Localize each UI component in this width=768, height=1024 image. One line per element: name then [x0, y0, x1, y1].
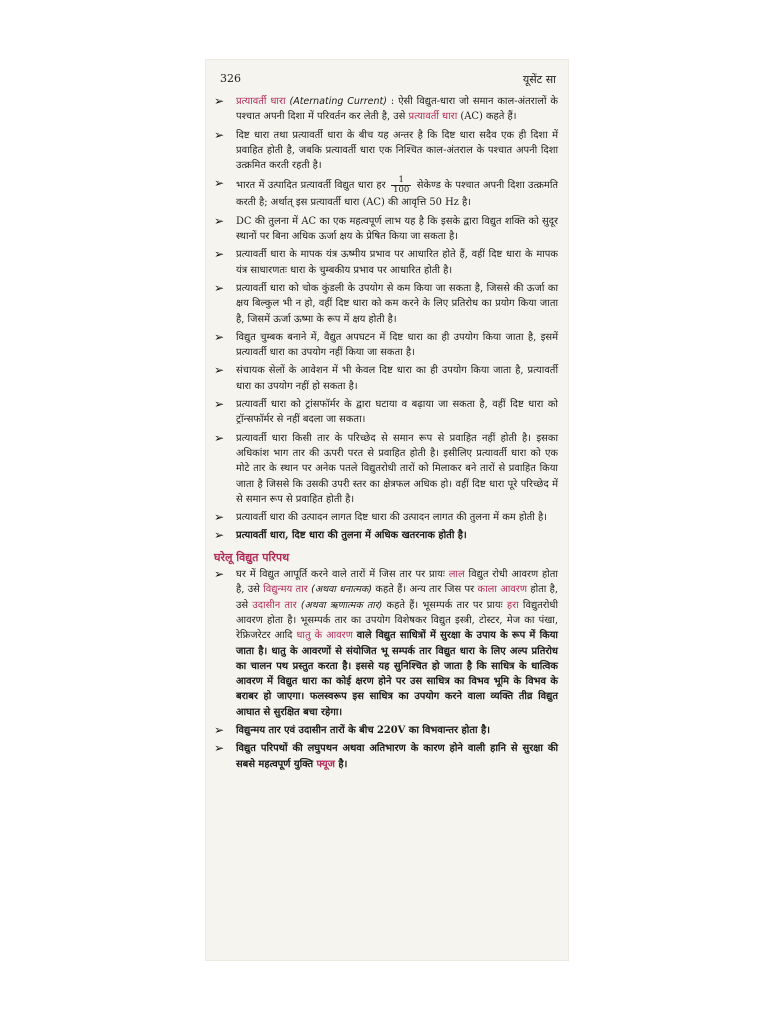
text-run: घर में विद्युत आपूर्ति करने वाले तारों में जिस तार पर प्रायः — [236, 569, 445, 581]
bullet-item — [214, 214, 558, 245]
text-run: (AC) कहते हैं। — [460, 111, 517, 123]
bullet-text: प्रत्यावर्ती धारा को चोक कुंडली के उपयोग से कम किया जा सकता है, जिससे की ऊर्जा का क्षय बिल्कुल भी न हो, वहीं दिष्ट धारा को कम करने के लिए प्रतिरोध का प्रयोग किया जाता है, जिसमें ऊर्जा ऊष्मा के रूप में क्षय होती है। — [236, 282, 558, 325]
text-run: कहते हैं। अन्य तार जिस पर — [375, 584, 475, 596]
bullet-arrow-icon: ➢ — [214, 176, 225, 191]
bullet-arrow-icon: ➢ — [214, 430, 225, 445]
bullet-item — [214, 281, 558, 327]
bullet-item — [214, 94, 558, 125]
page-content — [214, 94, 558, 775]
text-run: भारत में उत्पादित प्रत्यावर्ती विद्युत धारा हर — [236, 180, 386, 192]
fraction — [391, 176, 411, 195]
highlight-term: धातु के आवरण — [296, 630, 353, 642]
text-run: होता है, उसे — [236, 584, 559, 611]
bullet-text — [236, 741, 558, 772]
text-run: कहते हैं। भूसम्पर्क तार पर प्रायः — [386, 599, 503, 611]
bullet-item — [214, 741, 558, 772]
bullet-text: विद्युन्मय तार एवं उदासीन तारों के बीच 220V का विभवान्तर होता है। — [236, 724, 490, 736]
bullet-arrow-icon: ➢ — [214, 247, 225, 262]
text-run: वाले विद्युत साधित्रों में सुरक्षा के उपाय के रूप में किया जाता है। धातु के आवरणों से संयोजित भू सम्पर्क तार विद्युत धारा के लिए अल्प प्रतिरोध का चालन पथ प्रस्तुत करता है। इससे यह सुनिश्चित हो जाता है कि साधित्र के धात्विक आवरण में विद्युत धारा का कोई क्षरण होने पर उस साधित्र का विभव भूमि के विभव के बराबर हो जाएगा। फलस्वरूप इस साधित्र का उपयोग करने वाला व्यक्ति तीव्र विद्युत आघात से सुरक्षित बचा रहेगा। — [236, 630, 558, 718]
bullet-text: DC की तुलना में AC का एक महत्वपूर्ण लाभ यह है कि इसके द्वारा विद्युत शक्ति को सुदूर स्थानों पर बिना अधिक ऊर्जा क्षय के प्रेषित किया जा सकता है। — [236, 215, 558, 243]
fraction-numerator: 1 — [391, 176, 411, 186]
highlight-term: फ्यूज — [316, 758, 335, 770]
highlight-term: उदासीन तार — [252, 599, 297, 611]
bullet-text — [236, 176, 558, 210]
bullet-arrow-icon: ➢ — [214, 741, 225, 756]
running-title: यूसेंट सा — [522, 73, 556, 86]
bullet-text: प्रत्यावर्ती धारा, दिष्ट धारा की तुलना में अधिक खतरनाक होती है। — [236, 530, 467, 542]
highlight-term: प्रत्यावर्ती धारा — [236, 96, 286, 107]
bullet-arrow-icon: ➢ — [214, 397, 225, 412]
bullet-arrow-icon: ➢ — [214, 567, 225, 582]
page-number: 326 — [220, 72, 241, 85]
bullet-text: प्रत्यावर्ती धारा किसी तार के परिच्छेद से समान रूप से प्रवाहित नहीं होती है। इसका अधिकांश भाग तार की ऊपरी परत से प्रवाहित होती है। इसीलिए प्रत्यावर्ती धारा को एक मोटे तार के स्थान पर अनेक पतले विद्युतरोधी तारों को मिलाकर बने तारों से प्रवाहित किया जाता है जिससे कि उसकी उपरी स्तर का क्षेत्रफल अधिक हो। वहीं दिष्ट धारा पूरे परिच्छेद में से समान रूप से प्रवाहित होती है। — [236, 432, 558, 505]
fraction-denominator: 100 — [393, 185, 410, 196]
bullet-item — [214, 510, 558, 525]
bullet-item — [214, 363, 558, 394]
text-run: है। — [338, 758, 348, 770]
book-page — [206, 60, 568, 960]
bullet-arrow-icon: ➢ — [214, 213, 225, 228]
highlight-term: हरा — [506, 599, 519, 611]
bullet-arrow-icon: ➢ — [214, 528, 225, 543]
text-run: विद्युत रोधी आवरण होता है, उसे — [236, 569, 558, 596]
bullet-item — [214, 723, 558, 738]
bullet-arrow-icon: ➢ — [214, 94, 225, 108]
highlight-term: विद्युन्मय तार — [263, 584, 308, 596]
bullet-item — [214, 431, 558, 507]
bullet-text: विद्युत चुम्बक बनाने में, वैद्युत अपघटन में दिष्ट धारा का ही उपयोग किया जाता है, इसमें प्रत्यावर्ती धारा का उपयोग नहीं किया जा सकता है। — [236, 331, 558, 359]
english-term: (Aternating Current) — [289, 96, 387, 107]
text-run: : ऐसी विद्युत-धारा जो समान काल-अंतरालों के पश्चात अपनी दिशा में परिवर्तन कर लेती है, उसे — [236, 96, 559, 123]
highlight-term: काला आवरण — [477, 584, 527, 596]
italic-note: (अथवा ऋणात्मक तार) — [300, 599, 383, 611]
highlight-term: लाल — [448, 569, 465, 581]
bullet-arrow-icon: ➢ — [214, 127, 225, 142]
bullet-text — [236, 94, 558, 125]
section-heading: घरेलू विद्युत परिपथ — [214, 550, 290, 564]
text-run: सेकेण्ड के पश्चात अपनी दिशा उत्क्रमति करती है; अर्थात् इस प्रत्यावर्ती धारा (AC) की आवृत्ति 50 Hz है। — [236, 180, 559, 209]
bullet-arrow-icon: ➢ — [214, 329, 225, 344]
page-header — [220, 72, 556, 87]
bullet-arrow-icon: ➢ — [214, 722, 225, 737]
italic-note: (अथवा धनात्मक) — [311, 584, 373, 596]
bullet-item — [214, 330, 558, 361]
bullet-item — [214, 176, 558, 210]
bullet-arrow-icon: ➢ — [214, 280, 225, 295]
text-run: विद्युतरोधी आवरण होता है। भूसम्पर्क तार का उपयोग विशेषकर विद्युत इस्त्री, टोस्टर, मेज का पंखा, रेफ्रिजरेटर आदि — [236, 599, 559, 642]
text-run: विद्युत परिपथों की लघुपथन अथवा अतिभारण के कारण होने वाली हानि से सुरक्षा की सबसे महत्वपूर्ण युक्ति — [236, 743, 558, 770]
bullet-arrow-icon: ➢ — [214, 510, 225, 525]
bullet-text: संचायक सेलों के आवेशन में भी केवल दिष्ट धारा का ही उपयोग किया जाता है, प्रत्यावर्ती धारा का उपयोग नहीं हो सकता है। — [236, 365, 558, 392]
section-paragraph — [236, 567, 558, 720]
bullet-item — [214, 397, 558, 428]
bullet-item — [214, 128, 558, 174]
bullet-text: प्रत्यावर्ती धारा की उत्पादन लागत दिष्ट धारा की उत्पादन लागत की तुलना में कम होती है। — [236, 512, 547, 524]
bullet-item — [214, 528, 558, 543]
bullet-text: प्रत्यावर्ती धारा के मापक यंत्र ऊष्मीय प्रभाव पर आधारित होते हैं, वहीं दिष्ट धारा के मापक यंत्र साधारणतः धारा के चुम्बकीय प्रभाव पर आधारित होती है। — [236, 249, 558, 276]
bullet-text: दिष्ट धारा तथा प्रत्यावर्ती धारा के बीच यह अन्तर है कि दिष्ट धारा सदैव एक ही दिशा में प्रवाहित होती है, जबकि प्रत्यावर्ती धारा एक निश्चित काल-अंतराल के पश्चात अपनी दिशा उत्क्रमित करती रहती है। — [236, 129, 558, 172]
bullet-arrow-icon: ➢ — [214, 363, 225, 378]
bullet-text: प्रत्यावर्ती धारा को ट्रांसफॉर्मर के द्वारा घटाया व बढ़ाया जा सकता है, वहीं दिष्ट धारा को ट्रॉन्सफॉर्मर से नहीं बदला जा सकता। — [236, 399, 558, 426]
bullet-item — [214, 247, 558, 278]
bullet-item — [214, 567, 558, 720]
highlight-term: प्रत्यावर्ती धारा — [408, 111, 458, 123]
